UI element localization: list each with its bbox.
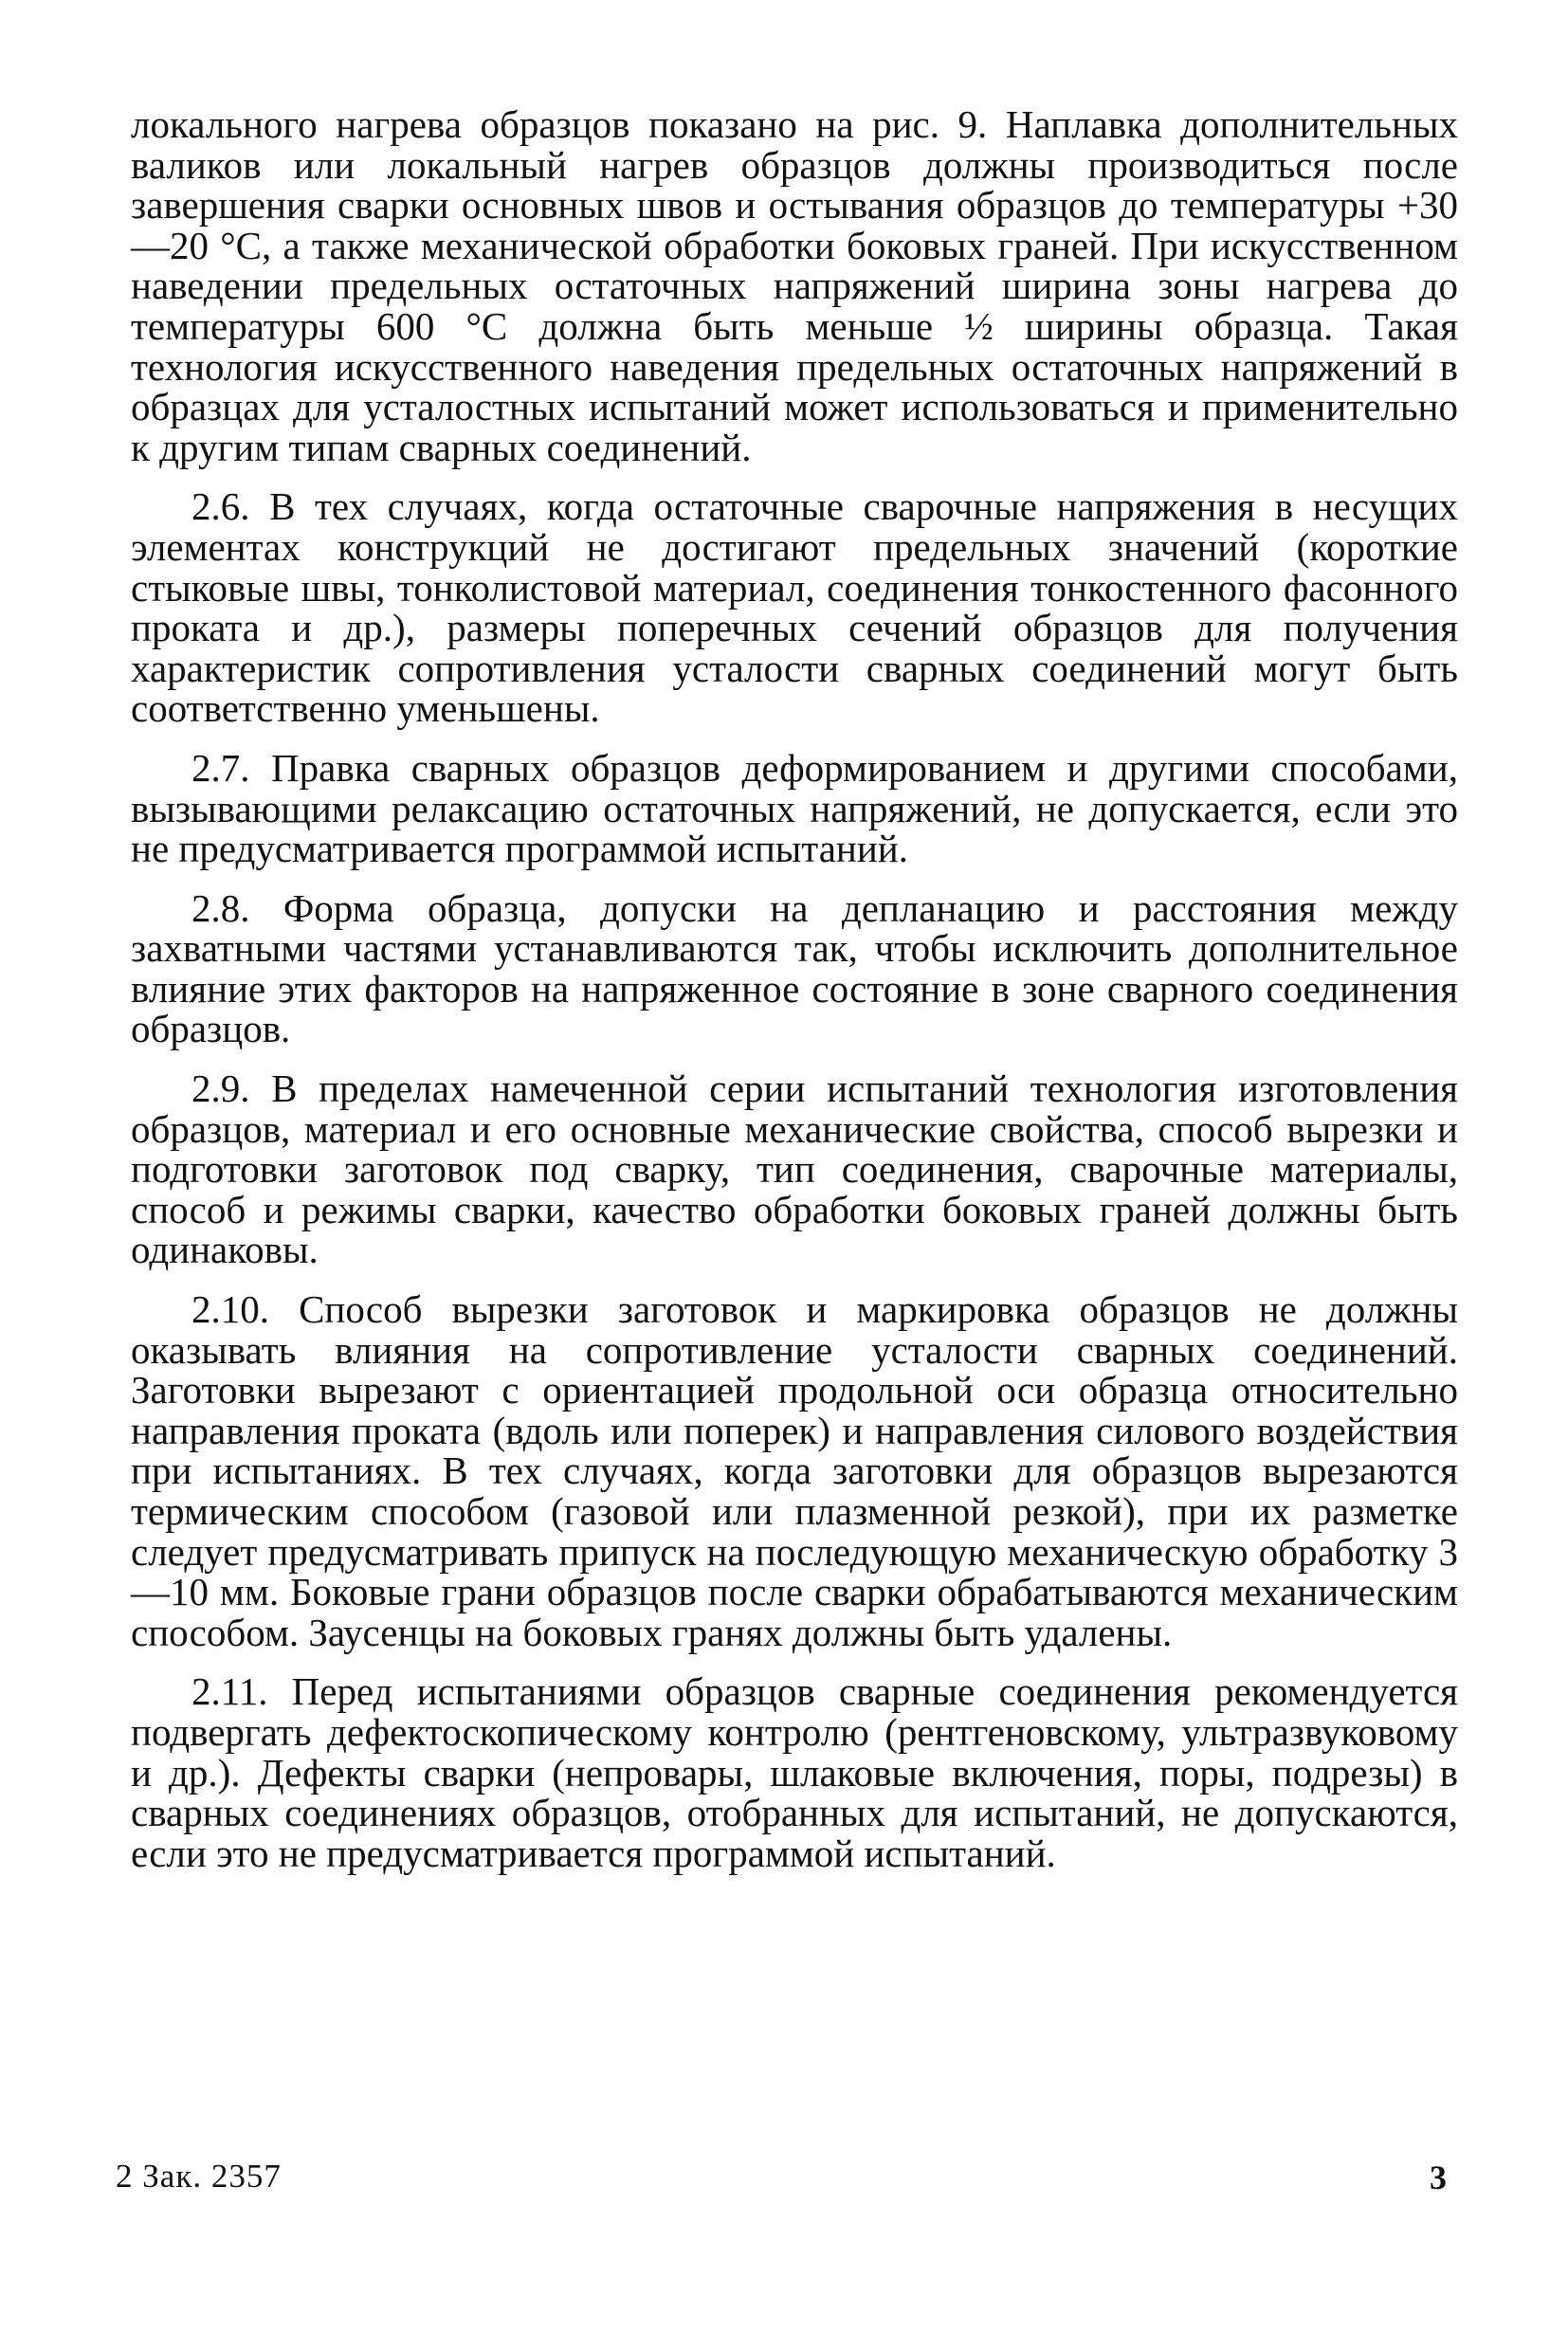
page-number: 3 [1430,2159,1447,2196]
paragraph-2-10: 2.10. Способ вырезки заготовок и маркировка образцов не должны оказывать влияния на сопротивление усталости сварных соединений. Заготовки вырезают с ориентацией продольной оси образца относительно направления проката (вдоль или поперек) и направления силового воздействия при испытаниях. В тех случаях, когда заготовки для образцов вырезаются термическим способом (газовой или плазменной резкой), при их разметке следует предусматривать припуск на последующую механическую обработку 3—10 мм. Боковые грани образцов после сварки обрабатываются механическим способом. Заусенцы на боковых гранях должны быть удалены. [131,1287,1458,1654]
paragraph-2-11: 2.11. Перед испытаниями образцов сварные соединения рекомендуется подвергать дефектоскопическому контролю (рентгеновскому, ультразвуковому и др.). Дефекты сварки (непровары, шлаковые включения, поры, подрезы) в сварных соединениях образцов, отобранных для испытаний, не допускаются, если это не предусматривается программой испытаний. [131,1669,1458,1875]
paragraph-2-9: 2.9. В пределах намеченной серии испытаний технология изготовления образцов, материал и его основные механические свойства, способ вырезки и подготовки заготовок под сварку, тип соединения, сварочные материалы, способ и режимы сварки, качество обработки боковых граней должны быть одинаковы. [131,1066,1458,1272]
page-footer [116,2158,1447,2205]
paragraph-2-6: 2.6. В тех случаях, когда остаточные сварочные напряжения в несущих элементах конструкций не достигают предельных значений (короткие стыковые швы, тонколистовой материал, соединения тонкостенного фасонного проката и др.), размеры поперечных сечений образцов для получения характеристик сопротивления усталости сварных соединений могут быть соответственно уменьшены. [131,484,1458,731]
paragraph-continuation: локального нагрева образцов показано на рис. 9. Наплавка дополнительных валиков или локальный нагрев образцов должны производиться после завершения сварки основных швов и остывания образцов до температуры +30—20 °C, а также механической обработки боковых граней. При искусственном наведении предельных остаточных напряжений ширина зоны нагрева до температуры 600 °C должна быть меньше ½ ширины образца. Такая технология искусственного наведения предельных остаточных напряжений в образцах для усталостных испытаний может использоваться и применительно к другим типам сварных соединений. [131,102,1458,469]
paragraph-2-8: 2.8. Форма образца, допуски на депланацию и расстояния между захватными частями устанавливаются так, чтобы исключить дополнительное влияние этих факторов на напряженное состояние в зоне сварного соединения образцов. [131,885,1458,1051]
print-order-mark: 2 Зак. 2357 [116,2158,282,2195]
paragraph-2-7: 2.7. Правка сварных образцов деформированием и другими способами, вызывающими релаксацию остаточных напряжений, не допускается, если это не предусматривается программой испытаний. [131,745,1458,871]
body-text [131,104,1458,1892]
